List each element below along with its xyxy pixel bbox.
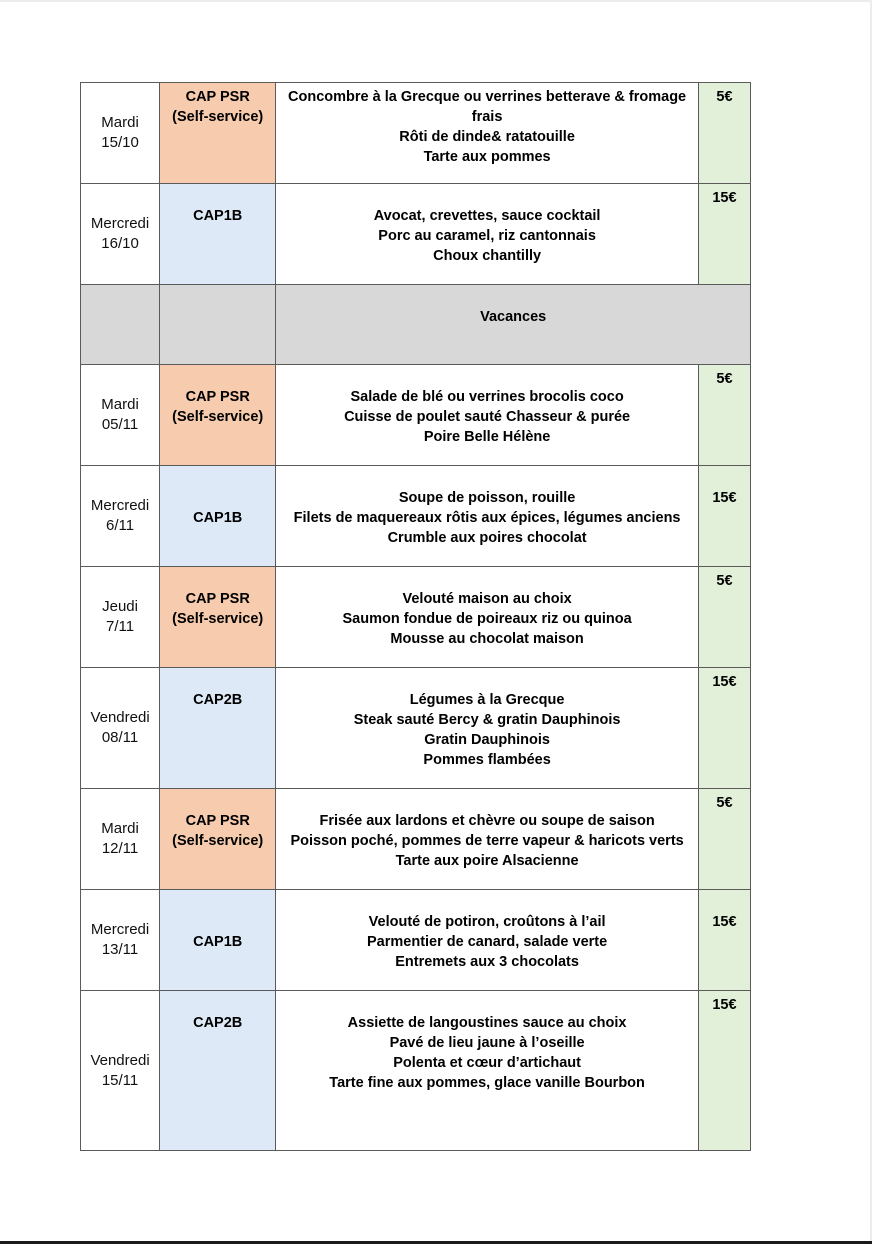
- class-cell: [160, 991, 276, 1151]
- menu-cell: [276, 365, 699, 466]
- menu-schedule-table: [80, 82, 751, 1151]
- meal-row: [81, 184, 751, 285]
- weekday: Mercredi: [90, 921, 150, 938]
- menu-item: Soupe de poisson, rouille: [398, 490, 576, 506]
- meal-row: [81, 890, 751, 991]
- price-value: 15€: [712, 674, 737, 690]
- class-label: CAP1B: [193, 510, 243, 526]
- menu-item: Cuisse de poulet sauté Chasseur & purée: [344, 409, 631, 425]
- meal-row: [81, 668, 751, 789]
- menu-item: Concombre à la Grecque ou verrines betterave & fromage: [288, 89, 687, 105]
- menu-cell: [276, 184, 699, 285]
- menu-cell: [276, 567, 699, 668]
- menu-item: Pommes flambées: [423, 752, 551, 768]
- weekday: Mardi: [101, 396, 139, 413]
- class-cell: [160, 890, 276, 991]
- date: 16/10: [101, 235, 139, 252]
- price-cell: [698, 83, 750, 184]
- menu-item: Tarte fine aux pommes, glace vanille Bourbon: [329, 1075, 645, 1091]
- meal-row: [81, 466, 751, 567]
- price-cell: [698, 991, 750, 1151]
- menu-item: Salade de blé ou verrines brocolis coco: [350, 389, 624, 405]
- menu-item: Velouté de potiron, croûtons à l’ail: [368, 914, 606, 930]
- meal-row: [81, 991, 751, 1151]
- class-cell: [160, 184, 276, 285]
- menu-item: Saumon fondue de poireaux riz ou quinoa: [342, 611, 632, 627]
- day-cell: [81, 83, 160, 184]
- menu-item: Porc au caramel, riz cantonnais: [378, 228, 596, 244]
- price-cell: [698, 184, 750, 285]
- class-cell: [160, 365, 276, 466]
- menu-item: Entremets aux 3 chocolats: [395, 954, 579, 970]
- menu-item: Légumes à la Grecque: [409, 692, 565, 708]
- price-cell: [698, 567, 750, 668]
- class-cell: [160, 668, 276, 789]
- price-cell: [698, 890, 750, 991]
- class-label: CAP2B: [193, 692, 243, 708]
- class-label: CAP1B: [193, 208, 243, 224]
- price-value: 5€: [716, 795, 733, 811]
- price-cell: [698, 668, 750, 789]
- day-cell: [81, 466, 160, 567]
- menu-item: Assiette de langoustines sauce au choix: [347, 1015, 627, 1031]
- class-label: (Self-service): [172, 833, 264, 849]
- date: 7/11: [106, 618, 135, 635]
- class-label: CAP1B: [193, 934, 243, 950]
- day-cell: [81, 365, 160, 466]
- menu-table-body: [81, 83, 751, 1151]
- menu-item: Poire Belle Hélène: [423, 429, 551, 445]
- date: 13/11: [101, 941, 139, 958]
- price-value: 15€: [712, 914, 737, 930]
- menu-item: Steak sauté Bercy & gratin Dauphinois: [353, 712, 621, 728]
- day-cell: [81, 789, 160, 890]
- class-cell: [160, 567, 276, 668]
- date: 05/11: [101, 416, 139, 433]
- weekday: Mardi: [101, 820, 139, 837]
- meal-row: [81, 789, 751, 890]
- price-value: 5€: [716, 371, 733, 387]
- menu-item: Frisée aux lardons et chèvre ou soupe de saison: [319, 813, 655, 829]
- menu-item: Tarte aux poire Alsacienne: [395, 853, 579, 869]
- menu-cell: [276, 890, 699, 991]
- date: 6/11: [106, 517, 135, 534]
- menu-item: Poisson poché, pommes de terre vapeur & haricots verts: [290, 833, 684, 849]
- vacation-label: Vacances: [276, 285, 751, 365]
- price-value: 5€: [716, 89, 733, 105]
- menu-cell: [276, 83, 699, 184]
- vacation-day-cell: [81, 285, 160, 365]
- menu-item: Pavé de lieu jaune à l’oseille: [389, 1035, 585, 1051]
- menu-item: Mousse au chocolat maison: [390, 631, 584, 647]
- day-cell: [81, 184, 160, 285]
- menu-item: Filets de maquereaux rôtis aux épices, légumes anciens: [293, 510, 681, 526]
- meal-row: [81, 365, 751, 466]
- menu-item: Rôti de dinde& ratatouille: [399, 129, 575, 145]
- class-label: CAP PSR: [185, 389, 250, 405]
- menu-item: Crumble aux poires chocolat: [387, 530, 587, 546]
- day-cell: [81, 991, 160, 1151]
- class-label: (Self-service): [172, 109, 264, 125]
- weekday: Mardi: [101, 114, 139, 131]
- menu-item: Velouté maison au choix: [402, 591, 572, 607]
- menu-item: Parmentier de canard, salade verte: [367, 934, 608, 950]
- weekday: Mercredi: [90, 215, 150, 232]
- class-label: CAP PSR: [185, 89, 250, 105]
- class-cell: [160, 789, 276, 890]
- meal-row: [81, 83, 751, 184]
- menu-cell: [276, 991, 699, 1151]
- vacation-row: [81, 285, 751, 365]
- meal-row: [81, 567, 751, 668]
- class-label: CAP2B: [193, 1015, 243, 1031]
- menu-item: Tarte aux pommes: [423, 149, 551, 165]
- menu-item: frais: [471, 109, 503, 125]
- class-cell: [160, 466, 276, 567]
- vacation-class-cell: [160, 285, 276, 365]
- price-value: 15€: [712, 997, 737, 1013]
- class-label: (Self-service): [172, 611, 264, 627]
- menu-item: Gratin Dauphinois: [424, 732, 550, 748]
- day-cell: [81, 567, 160, 668]
- date: 12/11: [101, 840, 139, 857]
- price-cell: [698, 789, 750, 890]
- class-label: (Self-service): [172, 409, 264, 425]
- menu-item: Choux chantilly: [433, 248, 542, 264]
- price-cell: [698, 365, 750, 466]
- day-cell: [81, 890, 160, 991]
- price-value: 15€: [712, 190, 737, 206]
- weekday: Vendredi: [90, 1051, 150, 1069]
- menu-item: Polenta et cœur d’artichaut: [393, 1055, 581, 1071]
- price-cell: [698, 466, 750, 567]
- class-cell: [160, 83, 276, 184]
- class-label: CAP PSR: [185, 591, 250, 607]
- price-value: 15€: [712, 490, 737, 506]
- day-cell: [81, 668, 160, 789]
- page-edge-top: [0, 0, 872, 2]
- menu-cell: [276, 668, 699, 789]
- weekday: Mercredi: [90, 497, 150, 514]
- date: 08/11: [101, 729, 139, 746]
- menu-item: Avocat, crevettes, sauce cocktail: [373, 208, 601, 224]
- class-label: CAP PSR: [185, 813, 250, 829]
- menu-cell: [276, 789, 699, 890]
- date: 15/11: [101, 1071, 139, 1089]
- price-value: 5€: [716, 573, 733, 589]
- menu-cell: [276, 466, 699, 567]
- weekday: Jeudi: [102, 598, 138, 615]
- weekday: Vendredi: [90, 709, 150, 726]
- date: 15/10: [101, 134, 139, 151]
